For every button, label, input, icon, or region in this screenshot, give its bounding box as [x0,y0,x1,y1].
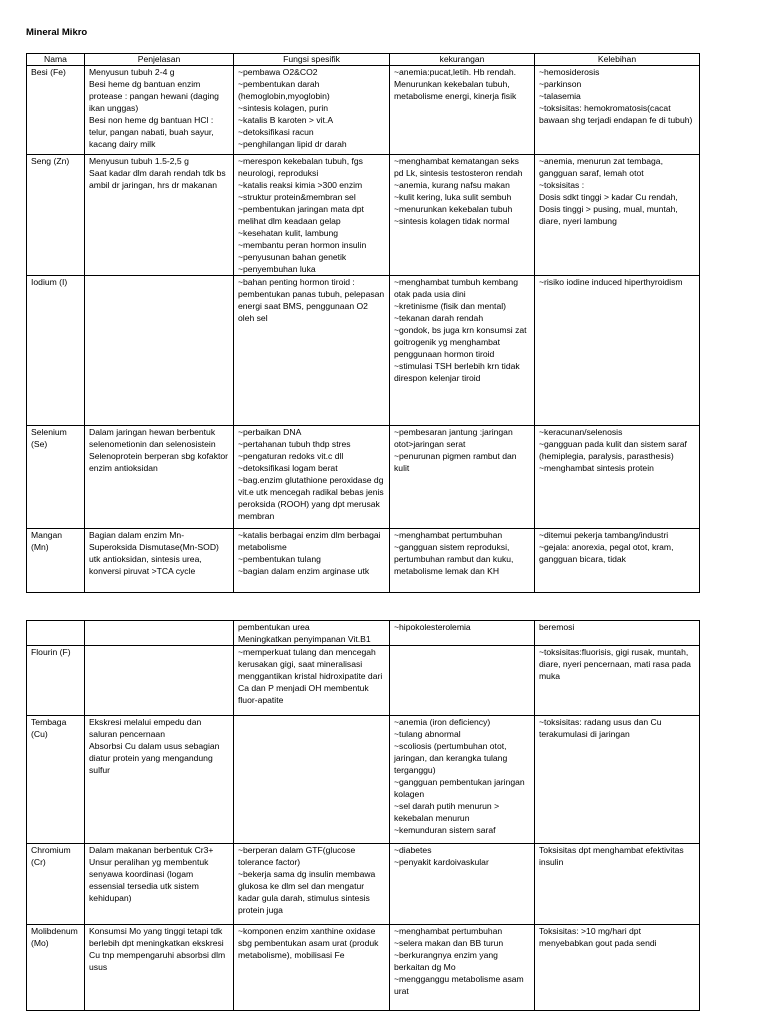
cell-line: Selenoprotein berperan sbg kofaktor enzim antioksidan [89,451,229,473]
cell-line: Absorbsi Cu dalam usus sebagian diatur protein yang mengandung sulfur [89,741,220,775]
cell-line: ~anemia (iron deficiency) [394,717,491,727]
cell-line: ~berkurangnya enzim yang berkaitan dg Mo [394,950,498,972]
cell-line: Ekskresi melalui empedu dan saluran pencernaan [89,717,202,739]
table-row [27,621,700,646]
cell-line: ~detoksifikasi racun [238,127,314,137]
table-row [27,276,700,426]
cell-line: ~sintesis kolagen, purin [238,103,329,113]
cell-line: Unsur peralihan yg membentuk senyawa koordinasi (logam essensial tersedia utk sistem kehidupan) [89,857,209,903]
cell-penjelasan [85,716,234,844]
cell-nama [27,621,85,646]
cell-line: ~gangguan sistem reproduksi, pertumbuhan rambut dan kuku, metabolisme lemak dan KH [394,542,514,576]
cell-kekurangan [390,844,535,925]
cell-kekurangan [390,66,535,155]
cell-kekurangan [390,646,535,716]
cell-line: ~pembentukan tulang [238,554,321,564]
cell-kelebihan [535,276,700,426]
cell-line: ~anemia, kurang nafsu makan [394,180,510,190]
cell-line: ~menghambat pertumbuhan [394,926,503,936]
header-row [27,54,700,66]
cell-line: ~kulit kering, luka sulit sembuh [394,192,512,202]
cell-line: ~menghambat kematangan seks pd Lk, sintesis testosteron rendah [394,156,523,178]
cell-line: Menyusun tubuh 1.5-2,5 g [89,156,189,166]
cell-line: ~talasemia [539,91,581,101]
cell-line: ~menghambat tumbuh kembang otak pada usia dini [394,277,518,299]
cell-kelebihan [535,646,700,716]
cell-kekurangan [390,925,535,1011]
cell-kelebihan [535,925,700,1011]
cell-line: ~penyusunan bahan genetik [238,252,347,262]
cell-fungsi [234,646,390,716]
cell-penjelasan [85,844,234,925]
page-title: Mineral Mikro [26,27,88,38]
header-fungsi: Fungsi spesifik [234,54,390,66]
cell-line: Menyusun tubuh 2-4 g [89,67,175,77]
table-row [27,646,700,716]
cell-nama: Seng (Zn) [27,155,85,276]
header-penjelasan: Penjelasan [85,54,234,66]
cell-line: Bagian dalam enzim Mn-Superoksida Dismutase(Mn-SOD) utk antioksidan, sintesis urea, konversi piruvat >TCA cycle [89,530,219,576]
cell-line: pembentukan urea [238,622,310,632]
cell-nama: Iodium (I) [27,276,85,426]
cell-nama: Selenium (Se) [27,426,85,529]
header-kelebihan: Kelebihan [535,54,700,66]
table-row [27,844,700,925]
cell-line: ~toksisitas: radang usus dan Cu terakumulasi di jaringan [539,717,662,739]
cell-line: ~toksisitas : [539,180,585,190]
cell-line: ~menurunkan kekebalan tubuh [394,204,513,214]
cell-line: ~membantu peran hormon insulin [238,240,367,250]
cell-penjelasan [85,925,234,1011]
cell-fungsi [234,621,390,646]
cell-line: ~katalis B karoten > vit.A [238,115,334,125]
cell-penjelasan [85,529,234,593]
cell-line: Besi heme dg bantuan enzim protease : pangan hewani (daging ikan unggas) [89,79,219,113]
cell-line: ~katalis berbagai enzim dlm berbagai metabolisme [238,530,381,552]
cell-fungsi [234,844,390,925]
cell-line: ~sel darah putih menurun > kekebalan menurun [394,801,500,823]
cell-line: ~kesehatan kulit, lambung [238,228,339,238]
table-row [27,155,700,276]
cell-fungsi [234,66,390,155]
cell-line: ~ditemui pekerja tambang/industri [539,530,669,540]
cell-kelebihan [535,621,700,646]
cell-line: ~gangguan pada kulit dan sistem saraf (hemiplegia, paralysis, parasthesis) [539,439,687,461]
cell-kelebihan [535,844,700,925]
cell-line: ~penyembuhan luka [238,264,316,274]
cell-kekurangan [390,621,535,646]
cell-line: Konsumsi Mo yang tinggi tetapi tdk berlebih dpt meningkatkan ekskresi Cu tnp mempengaruhi absorbsi dlm usus [89,926,226,972]
cell-line: Meningkatkan penyimpanan Vit.B1 [238,634,371,644]
table-row [27,716,700,844]
cell-line: ~bag.enzim glutathione peroxidase dg vit.e utk mencegah radikal bebas jenis peroksida (ROOH) yang dpt merusak membran [238,475,384,521]
cell-nama: Tembaga (Cu) [27,716,85,844]
cell-line: ~penyakit kardoivaskular [394,857,489,867]
cell-line: Dosis tinggi > pusing, mual, muntah, diare, nyeri lambung [539,204,678,226]
cell-line: ~berperan dalam GTF(glucose tolerance factor) [238,845,356,867]
cell-line: ~struktur protein&membran sel [238,192,356,202]
cell-fungsi [234,716,390,844]
cell-line: ~risiko iodine induced hiperthyroidism [539,277,683,287]
cell-kekurangan [390,276,535,426]
table-row [27,66,700,155]
cell-line: ~memperkuat tulang dan mencegah kerusakan gigi, saat mineralisasi menggantikan kristal hidroxipatite dari Ca dan P menjadi OH membentuk fluor-apatite [238,647,383,705]
cell-line: ~diabetes [394,845,432,855]
cell-line: Besi non heme dg bantuan HCl : telur, pangan nabati, buah sayur, kacang dairy milk [89,115,214,149]
cell-penjelasan [85,426,234,529]
cell-line: Dalam jaringan hewan berbentuk selenometionin dan selenosistein [89,427,216,449]
cell-line: Menurunkan kekebalan tubuh, metabolisme energi, kinerja fisik [394,79,517,101]
cell-line: Toksisitas: >10 mg/hari dpt menyebabkan gout pada sendi [539,926,657,948]
cell-fungsi [234,155,390,276]
cell-line: ~gondok, bs juga krn konsumsi zat goitrogenik yg menghambat penggunaan hormon tiroid [394,325,527,359]
cell-line: ~komponen enzim xanthine oxidase sbg pembentukan asam urat (produk metabolisme), mobilisasi Fe [238,926,379,960]
cell-kekurangan [390,716,535,844]
cell-kekurangan [390,529,535,593]
mineral-table-part-1 [26,53,700,593]
cell-line: ~bahan penting hormon tiroid : pembentukan panas tubuh, pelepasan energi saat BMS, penggunaan O2 oleh sel [238,277,385,323]
cell-line: ~pembesaran jantung :jaringan otot>jaringan serat [394,427,513,449]
cell-line: ~pembentukan darah (hemoglobin,myoglobin) [238,79,330,101]
cell-penjelasan [85,155,234,276]
cell-line: ~menghambat pertumbuhan [394,530,503,540]
cell-line: ~tulang abnormal [394,729,461,739]
table-row [27,529,700,593]
cell-line: Dosis sdkt tinggi > kadar Cu rendah, [539,192,678,202]
cell-line: ~gejala: anorexia, pegal otot, kram, gangguan bicara, tidak [539,542,674,564]
cell-penjelasan [85,66,234,155]
cell-line: ~selera makan dan BB turun [394,938,504,948]
cell-penjelasan [85,276,234,426]
cell-line: ~hipokolesterolemia [394,622,471,632]
cell-line: ~parkinson [539,79,582,89]
cell-line: ~detoksifikasi logam berat [238,463,338,473]
table-row [27,426,700,529]
cell-line: Saat kadar dlm darah rendah tdk bs ambil dr jaringan, hrs dr makanan [89,168,226,190]
cell-line: Toksisitas dpt menghambat efektivitas insulin [539,845,684,867]
cell-line: ~perbaikan DNA [238,427,302,437]
cell-nama: Mangan (Mn) [27,529,85,593]
cell-fungsi [234,276,390,426]
cell-fungsi [234,529,390,593]
cell-nama: Molibdenum (Mo) [27,925,85,1011]
cell-line: ~scoliosis (pertumbuhan otot, jaringan, dan kerangka tulang terganggu) [394,741,508,775]
cell-line: ~menghambat sintesis protein [539,463,654,473]
cell-kelebihan [535,155,700,276]
mineral-table-part-2 [26,620,700,1011]
cell-kelebihan [535,716,700,844]
cell-line: ~kemunduran sistem saraf [394,825,496,835]
cell-line: ~penurunan pigmen rambut dan kulit [394,451,517,473]
cell-line: ~tekanan darah rendah [394,313,484,323]
cell-line: ~merespon kekebalan tubuh, fgs neurologi, reproduksi [238,156,363,178]
cell-line: ~toksisitas: hemokromatosis(cacat bawaan shg terjadi endapan fe di tubuh) [539,103,693,125]
cell-line: ~katalis reaksi kimia >300 enzim [238,180,363,190]
cell-line: ~keracunan/selenosis [539,427,623,437]
header-kekurangan: kekurangan [390,54,535,66]
cell-line: ~kretinisme (fisik dan mental) [394,301,506,311]
cell-line: ~hemosiderosis [539,67,600,77]
cell-fungsi [234,426,390,529]
cell-line: ~pembawa O2&CO2 [238,67,318,77]
cell-line: ~pertahanan tubuh thdp stres [238,439,351,449]
cell-fungsi [234,925,390,1011]
cell-line: beremosi [539,622,575,632]
cell-kelebihan [535,529,700,593]
cell-line: ~gangguan pembentukan jaringan kolagen [394,777,525,799]
cell-line: ~mengganggu metabolisme asam urat [394,974,524,996]
cell-line: ~pengaturan redoks vit.c dll [238,451,344,461]
cell-penjelasan [85,646,234,716]
cell-line: ~stimulasi TSH berlebih krn tidak direspon kelenjar tiroid [394,361,520,383]
cell-penjelasan [85,621,234,646]
cell-line: ~bekerja sama dg insulin membawa glukosa ke dlm sel dan mengatur kadar gula darah, stimulus sintesis protein juga [238,869,376,915]
cell-line: ~anemia, menurun zat tembaga, gangguan saraf, lemah otot [539,156,663,178]
cell-line: ~anemia:pucat,letih. Hb rendah. [394,67,517,77]
cell-line: ~pembentukan jaringan mata dpt melihat dlm keadaan gelap [238,204,364,226]
cell-line: Dalam makanan berbentuk Cr3+ [89,845,214,855]
cell-line: ~penghilangan lipid dr darah [238,139,347,149]
cell-line: ~bagian dalam enzim arginase utk [238,566,370,576]
cell-line: ~sintesis kolagen tidak normal [394,216,510,226]
cell-line: ~toksisitas:fluorisis, gigi rusak, muntah, diare, nyeri pencernaan, mati rasa pada muka [539,647,691,681]
cell-nama: Chromium (Cr) [27,844,85,925]
cell-nama: Flourin (F) [27,646,85,716]
cell-kekurangan [390,155,535,276]
header-nama: Nama [27,54,85,66]
table-row [27,925,700,1011]
cell-kelebihan [535,66,700,155]
cell-kelebihan [535,426,700,529]
cell-kekurangan [390,426,535,529]
cell-nama: Besi (Fe) [27,66,85,155]
